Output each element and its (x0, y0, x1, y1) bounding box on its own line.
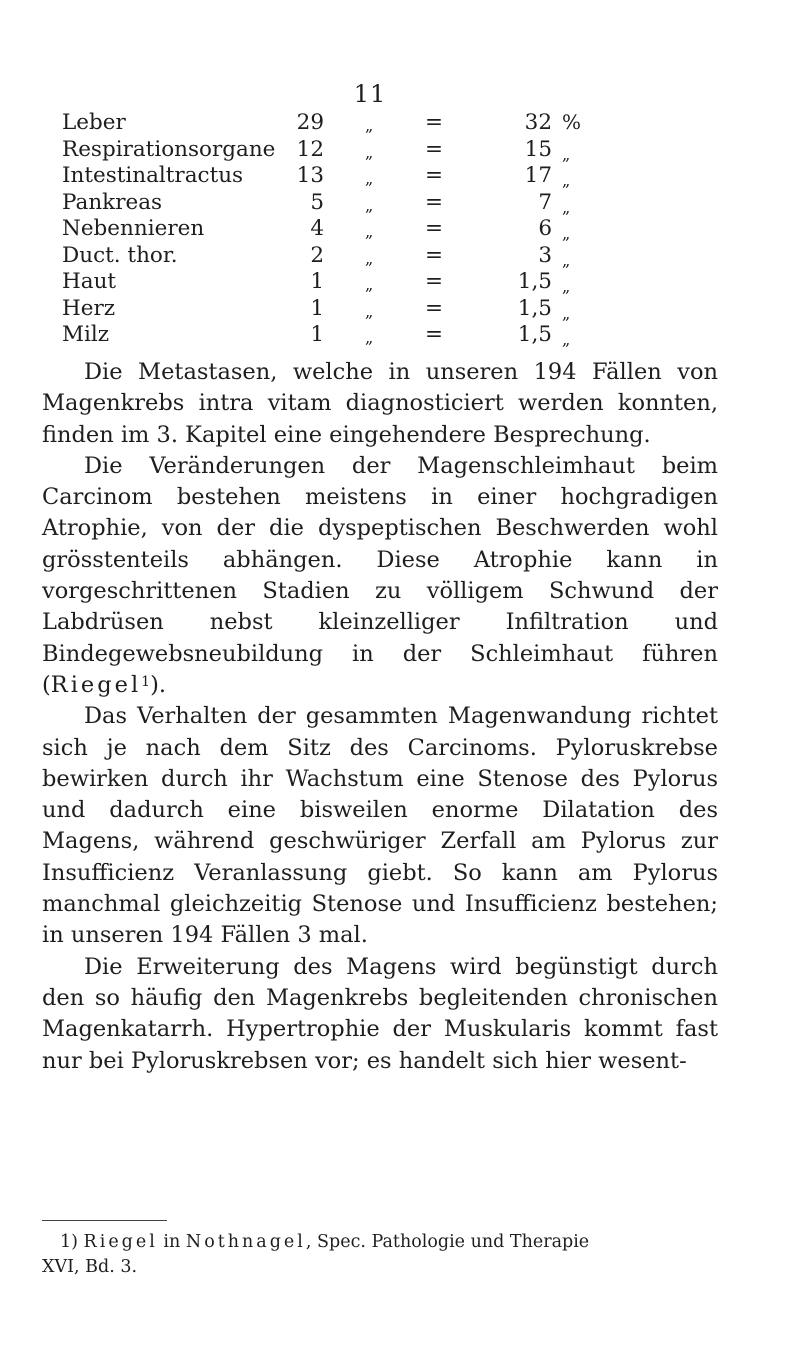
organ-label: Haut (62, 269, 117, 294)
equals-sign: = (425, 189, 444, 215)
case-count: 1 (310, 269, 324, 294)
case-count: 1 (310, 322, 324, 347)
case-count: 4 (310, 216, 324, 241)
paragraph-4: Die Erweiterung des Magens wird begünstigt durch den so häufig den Magenkrebs begleitenden chronischen Magenkatarrh. Hypertrophie der Muskularis kommt fast nur bei Pyloruskrebsen vor; es handelt sich hier wesent- (42, 953, 718, 1074)
footnote-line-2: XVI, Bd. 3. (42, 1257, 138, 1277)
percent-unit: „ (562, 144, 571, 164)
organ-label: Herz (62, 295, 116, 321)
organ-label: Nebennieren (62, 216, 205, 241)
ditto-mark: „ (365, 142, 374, 162)
percent-value: 3 (538, 242, 552, 268)
organ-label: Respirationsorgane (62, 136, 276, 162)
percent-value: 1,5 (517, 322, 552, 347)
case-count: 13 (296, 163, 324, 188)
ditto-mark: „ (365, 328, 374, 347)
paragraph-2: Die Veränderungen der Magenschleimhaut beim Carcinom bestehen meistens in einer hochgradigen Atrophie, von der die dyspeptischen Beschwerden wohl grösstenteils abhängen. Diese Atrophie kann in vorgeschrittenen Stadien zu völligem Schwund der Labdrüsen nebst kleinzelliger Infiltration und Bindegewebsneubildung in der Schleimhaut führen (Riegel$^1$). (42, 452, 718, 698)
case-count: 29 (296, 110, 324, 135)
body-text (42, 357, 718, 1077)
percent-value: 1,5 (517, 269, 552, 294)
case-count: 5 (310, 189, 324, 215)
percent-value: 15 (524, 136, 552, 162)
equals-sign: = (425, 295, 444, 321)
footnote-ref: 1 (141, 673, 151, 690)
ditto-mark: „ (365, 248, 374, 268)
paragraph-3: Das Verhalten der gesammten Magenwandung richtet sich je nach dem Sitz des Carcinoms. Pyloruskrebse bewirken durch ihr Wachstum eine Stenose des Pylorus und dadurch eine bisweilen enorme Dilatation des Magens, während geschwüriger Zerfall am Pylorus zur Insufficienz Veranlassung giebt. So kann am Pylorus manchmal gleichzeitig Stenose und Insufficienz bestehen; in unseren 194 Fällen 3 mal. (42, 703, 718, 949)
case-count: 1 (310, 295, 324, 321)
percent-unit: „ (562, 303, 571, 323)
percent-value: 17 (524, 163, 552, 188)
percent-unit: „ (562, 250, 571, 270)
percent-unit: „ (562, 171, 571, 190)
footnote-divider (42, 1220, 167, 1221)
case-count: 12 (296, 136, 324, 162)
percent-unit: „ (562, 330, 571, 349)
paragraph-1: Die Metastasen, welche in unseren 194 Fällen von Magenkrebs intra vitam diagnosticiert werden konnten, finden im 3. Kapitel eine eingehendere Besprechung. (42, 359, 718, 448)
equals-sign: = (425, 163, 444, 188)
organ-label: Intestinaltractus (62, 163, 244, 188)
organ-label: Pankreas (62, 189, 163, 215)
organ-label: Duct. thor. (62, 242, 178, 268)
organ-label: Leber (62, 110, 126, 135)
ditto-mark: „ (365, 301, 374, 321)
percent-value: 32 (524, 110, 552, 135)
percent-value: 6 (538, 216, 552, 241)
equals-sign: = (425, 136, 444, 162)
percent-value: 7 (538, 189, 552, 215)
ditto-mark: „ (365, 169, 374, 188)
page-number: 11 (353, 80, 387, 108)
percent-value: 1,5 (517, 295, 552, 321)
equals-sign: = (425, 216, 444, 241)
percent-unit: % (562, 110, 582, 134)
equals-sign: = (425, 110, 444, 135)
author-citation: Riegel (50, 671, 142, 698)
percent-unit: „ (562, 277, 571, 296)
equals-sign: = (425, 242, 444, 268)
organ-label: Milz (62, 322, 110, 347)
percent-unit: „ (562, 224, 571, 243)
ditto-mark: „ (365, 116, 374, 135)
footnote-line-1: 1) Riegel in Nothnagel, Spec. Pathologie und Therapie (60, 1232, 590, 1252)
footnote (42, 1230, 718, 1280)
equals-sign: = (425, 269, 444, 294)
percent-unit: „ (562, 197, 571, 217)
ditto-mark: „ (365, 275, 374, 294)
ditto-mark: „ (365, 222, 374, 241)
case-count: 2 (310, 242, 324, 268)
ditto-mark: „ (365, 195, 374, 215)
equals-sign: = (425, 322, 444, 347)
